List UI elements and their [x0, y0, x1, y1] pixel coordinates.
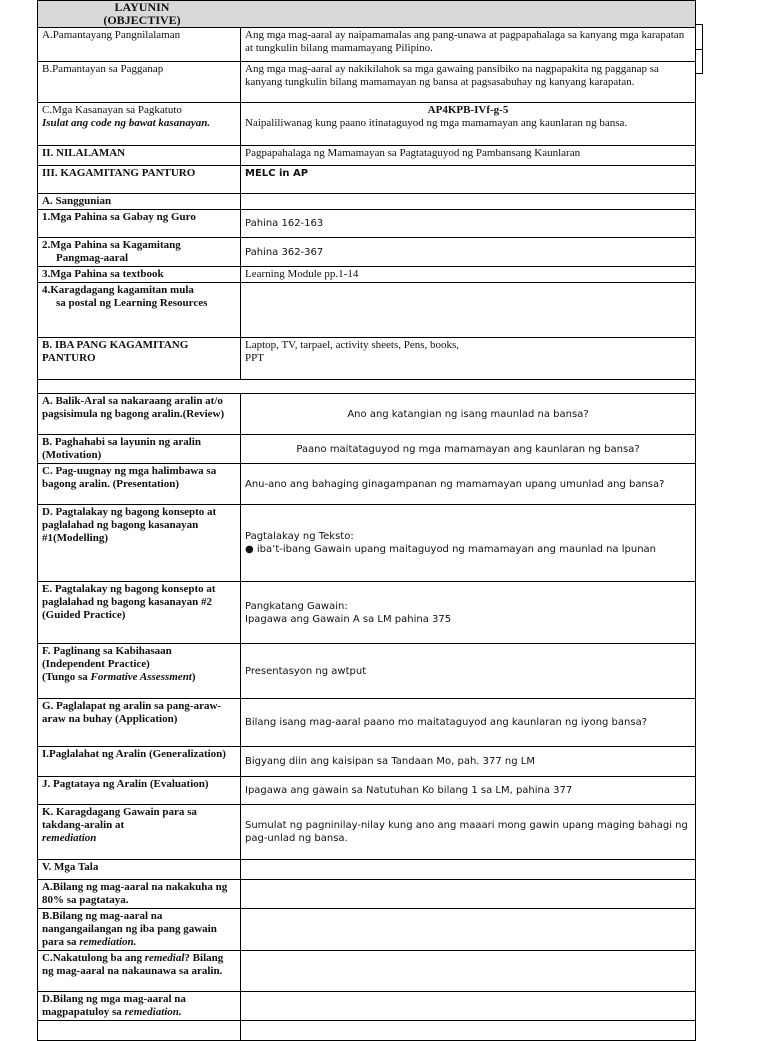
table-row	[38, 166, 696, 194]
table-row	[38, 699, 696, 747]
motivation-label: B. Paghahabi sa layunin ng aralin (Motivation)	[38, 435, 241, 464]
continue-remediation-label-cell	[38, 992, 241, 1021]
competency-value: Naipaliliwanag kung paano itinataguyod ng mga mamamayan ang kaunlaran ng bansa.	[245, 117, 628, 129]
table-row	[38, 210, 696, 238]
assignment-label-cell	[38, 805, 241, 860]
independent-practice-value: Presentasyon ng awtput	[241, 644, 696, 699]
table-row	[38, 582, 696, 644]
lesson-plan-sheet	[37, 0, 695, 1041]
content-value: Pagpapahalaga ng Mamamayan sa Pagtataguyod ng Pambansang Kaunlaran	[241, 146, 696, 166]
materials-value: MELC in AP	[241, 166, 696, 194]
application-label: G. Paglalapat ng aralin sa pang-araw-araw na buhay (Application)	[38, 699, 241, 747]
generalization-label: I.Paglalahat ng Aralin (Generalization)	[38, 747, 241, 777]
table-row	[38, 283, 696, 338]
passed-count-value	[241, 880, 696, 909]
remediation-need-label-1: B.Bilang ng mag-aaral na nangangailangan ng iba pang gawain para sa	[42, 910, 217, 948]
independent-practice-label-2: (Tungo sa	[42, 671, 88, 683]
spacer-cell	[38, 380, 696, 394]
other-materials-value-cell	[241, 338, 696, 380]
guided-practice-label: E. Pagtalakay ng bagong konsepto at paglalahad ng bagong kasanayan #2 (Guided Practice)	[38, 582, 241, 644]
objective-header	[38, 1, 696, 28]
table-row	[38, 338, 696, 380]
passed-count-label: A.Bilang ng mag-aaral na nakakuha ng 80% sa pagtataya.	[38, 880, 241, 909]
table-row	[38, 146, 696, 166]
continue-remediation-value	[241, 992, 696, 1021]
table-row	[38, 505, 696, 582]
remarks-value	[241, 860, 696, 880]
learner-material-label-cell	[38, 238, 241, 267]
margin-line-mid	[695, 49, 703, 50]
independent-practice-label-4: )	[191, 671, 196, 683]
additional-material-label-cell	[38, 283, 241, 338]
table-row	[38, 62, 696, 103]
remediation-need-label-cell	[38, 909, 241, 951]
learner-material-label-1: 2.Mga Pahina sa Kagamitang	[42, 239, 181, 251]
remedial-help-label-1: C.Nakatulong ba ang	[42, 952, 142, 964]
table-row	[38, 644, 696, 699]
table-row	[38, 435, 696, 464]
performance-standard-value: Ang mga mag-aaral ay nakikilahok sa mga gawaing pansibiko na nagpapakita ng pagganap sa kanyang tungkulin bilang mamamayan ng bansa at pagsasabuhay ng kanyang karapatan.	[241, 62, 696, 103]
review-label: A. Balik-Aral sa nakaraang aralin at/o pagsisimula ng bagong aralin.(Review)	[38, 394, 241, 435]
competency-label: C.Mga Kasanayan sa Pagkatuto	[42, 104, 182, 116]
remediation-need-label-2: remediation.	[79, 936, 137, 948]
independent-practice-label-cell	[38, 644, 241, 699]
competency-value-cell	[241, 103, 696, 146]
remedial-help-label-2: remedial	[144, 952, 185, 964]
lesson-plan-table	[37, 0, 696, 1041]
references-value	[241, 194, 696, 210]
spacer-row	[38, 380, 696, 394]
motivation-value: Paano maitataguyod ng mga mamamayan ang kaunlaran ng bansa?	[241, 435, 696, 464]
table-row	[38, 951, 696, 992]
additional-material-label-2: sa postal ng Learning Resources	[56, 297, 208, 309]
independent-practice-label-3: Formative Assessment	[90, 671, 192, 683]
competency-code: AP4KPB-IVf-g-5	[427, 104, 509, 116]
objective-header-row	[38, 1, 696, 28]
teacher-guide-label: 1.Mga Pahina sa Gabay ng Guro	[38, 210, 241, 238]
textbook-label: 3.Mga Pahina sa textbook	[38, 267, 241, 283]
table-row	[38, 394, 696, 435]
remedial-help-value	[241, 951, 696, 992]
content-standard-value: Ang mga mag-aaral ay naipamamalas ang pang-unawa at pagpapahalaga sa kanyang mga karapatan at tungkulin bilang mamamayang Pilipino.	[241, 28, 696, 62]
table-row	[38, 777, 696, 805]
remarks-label: V. Mga Tala	[38, 860, 241, 880]
additional-material-label-1: 4.Karagdagang kagamitan mula	[42, 284, 194, 296]
table-row	[38, 880, 696, 909]
table-row	[38, 267, 696, 283]
other-materials-label: B. IBA PANG KAGAMITANG PANTURO	[38, 338, 241, 380]
table-row	[38, 464, 696, 505]
header-line2: (OBJECTIVE)	[103, 13, 181, 27]
presentation-value: Anu-ano ang bahaging ginagampanan ng mamamayan upang umunlad ang bansa?	[241, 464, 696, 505]
header-line1: LAYUNIN	[114, 0, 170, 14]
textbook-value: Learning Module pp.1-14	[241, 267, 696, 283]
table-row	[38, 860, 696, 880]
content-label: II. NILALAMAN	[38, 146, 241, 166]
table-row	[38, 909, 696, 951]
table-row	[38, 238, 696, 267]
table-row	[38, 28, 696, 62]
evaluation-label: J. Pagtataya ng Aralin (Evaluation)	[38, 777, 241, 805]
modelling-value-1: Pagtalakay ng Teksto:	[245, 531, 354, 542]
guided-practice-value-cell	[241, 582, 696, 644]
modelling-value-2: ● iba’t-ibang Gawain upang maitaguyod ng mamamayan ang maunlad na lpunan	[245, 544, 657, 555]
table-row	[38, 992, 696, 1021]
evaluation-value: Ipagawa ang gawain sa Natutuhan Ko bilang 1 sa LM, pahina 377	[241, 777, 696, 805]
learner-material-value: Pahina 362-367	[241, 238, 696, 267]
guided-practice-value-2: Ipagawa ang Gawain A sa LM pahina 375	[245, 613, 452, 625]
remediation-need-value	[241, 909, 696, 951]
modelling-value-cell	[241, 505, 696, 582]
modelling-label: D. Pagtalakay ng bagong konsepto at paglalahad ng bagong kasanayan #1(Modelling)	[38, 505, 241, 582]
review-value: Ano ang katangian ng isang maunlad na bansa?	[241, 394, 696, 435]
continue-remediation-label-1: D.Bilang ng mga mag-aaral na magpapatuloy sa	[42, 993, 186, 1018]
materials-label: III. KAGAMITANG PANTURO	[38, 166, 241, 194]
table-row	[38, 747, 696, 777]
table-row	[38, 805, 696, 860]
remedial-help-label-3: ? Bilang ng mag-aaral na nakaunawa sa aralin.	[42, 952, 224, 977]
additional-material-value	[241, 283, 696, 338]
assignment-value: Sumulat ng pagninilay-nilay kung ano ang maaari mong gawin upang maging bahagi ng pag-unlad ng bansa.	[241, 805, 696, 860]
references-label: A. Sanggunian	[38, 194, 241, 210]
other-materials-value-1: Laptop, TV, tarpael, activity sheets, Pens, books,	[245, 339, 460, 351]
table-row	[38, 194, 696, 210]
learner-material-label-2: Pangmag-aaral	[56, 252, 129, 264]
application-value: Bilang isang mag-aaral paano mo maitataguyod ang kaunlaran ng iyong bansa?	[241, 699, 696, 747]
teacher-guide-value: Pahina 162-163	[241, 210, 696, 238]
table-row	[38, 103, 696, 146]
continue-remediation-label-2: remediation.	[124, 1006, 182, 1018]
performance-standard-label: B.Pamantayan sa Pagganap	[38, 62, 241, 103]
assignment-label-1: K. Karagdagang Gawain para sa takdang-aralin at	[42, 806, 197, 831]
generalization-value: Bigyang diin ang kaisipan sa Tandaan Mo, pah. 377 ng LM	[241, 747, 696, 777]
margin-line-bottom	[695, 73, 703, 74]
guided-practice-value-1: Pangkatang Gawain:	[245, 600, 348, 612]
competency-sub: Isulat ang code ng bawat kasanayan.	[42, 117, 211, 129]
remedial-help-label-cell	[38, 951, 241, 992]
independent-practice-label-1: F. Paglinang sa Kabihasaan (Independent Practice)	[42, 645, 172, 670]
other-materials-value-2: PPT	[245, 352, 264, 364]
content-standard-label: A.Pamantayang Pangnilalaman	[38, 28, 241, 62]
competency-label-cell	[38, 103, 241, 146]
assignment-label-2: remediation	[42, 832, 97, 844]
presentation-label: C. Pag-uugnay ng mga halimbawa sa bagong aralin. (Presentation)	[38, 464, 241, 505]
